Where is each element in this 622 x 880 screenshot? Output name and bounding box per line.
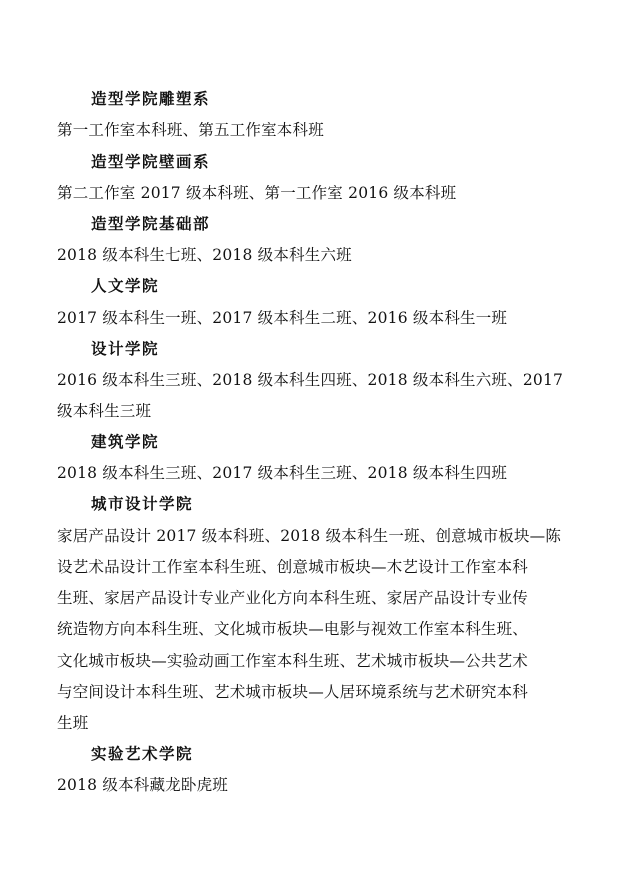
section-heading-humanities: 人文学院 bbox=[91, 276, 160, 295]
section-line: 2016 级本科生三班、2018 级本科生四班、2018 级本科生六班、2017 bbox=[57, 371, 564, 389]
section-line: 第二工作室 2017 级本科班、第一工作室 2016 级本科班 bbox=[57, 184, 457, 202]
section-heading-foundation: 造型学院基础部 bbox=[91, 214, 211, 233]
section-heading-design: 设计学院 bbox=[91, 339, 160, 358]
section-heading-mural: 造型学院壁画系 bbox=[91, 152, 211, 171]
section-line: 生班、家居产品设计专业产业化方向本科生班、家居产品设计专业传 bbox=[57, 589, 529, 607]
section-heading-architecture: 建筑学院 bbox=[91, 432, 160, 451]
section-line: 2017 级本科生一班、2017 级本科生二班、2016 级本科生一班 bbox=[57, 309, 508, 327]
section-line: 统造物方向本科生班、文化城市板块—电影与视效工作室本科生班、 bbox=[57, 620, 529, 638]
section-line: 生班 bbox=[57, 714, 89, 732]
section-line: 级本科生三班 bbox=[57, 402, 152, 420]
section-line: 2018 级本科生三班、2017 级本科生三班、2018 级本科生四班 bbox=[57, 464, 508, 482]
section-heading-experimental-art: 实验艺术学院 bbox=[91, 744, 194, 763]
section-line: 家居产品设计 2017 级本科班、2018 级本科生一班、创意城市板块—陈 bbox=[57, 527, 562, 545]
section-line: 2018 级本科藏龙卧虎班 bbox=[57, 776, 228, 794]
section-line: 与空间设计本科生班、艺术城市板块—人居环境系统与艺术研究本科 bbox=[57, 683, 529, 701]
section-line: 文化城市板块—实验动画工作室本科生班、艺术城市板块—公共艺术 bbox=[57, 652, 529, 670]
section-heading-sculpture: 造型学院雕塑系 bbox=[91, 89, 211, 108]
section-line: 2018 级本科生七班、2018 级本科生六班 bbox=[57, 246, 352, 264]
section-line: 设艺术品设计工作室本科生班、创意城市板块—木艺设计工作室本科 bbox=[57, 558, 529, 576]
section-line: 第一工作室本科班、第五工作室本科班 bbox=[57, 121, 324, 139]
section-heading-urban-design: 城市设计学院 bbox=[91, 494, 194, 513]
